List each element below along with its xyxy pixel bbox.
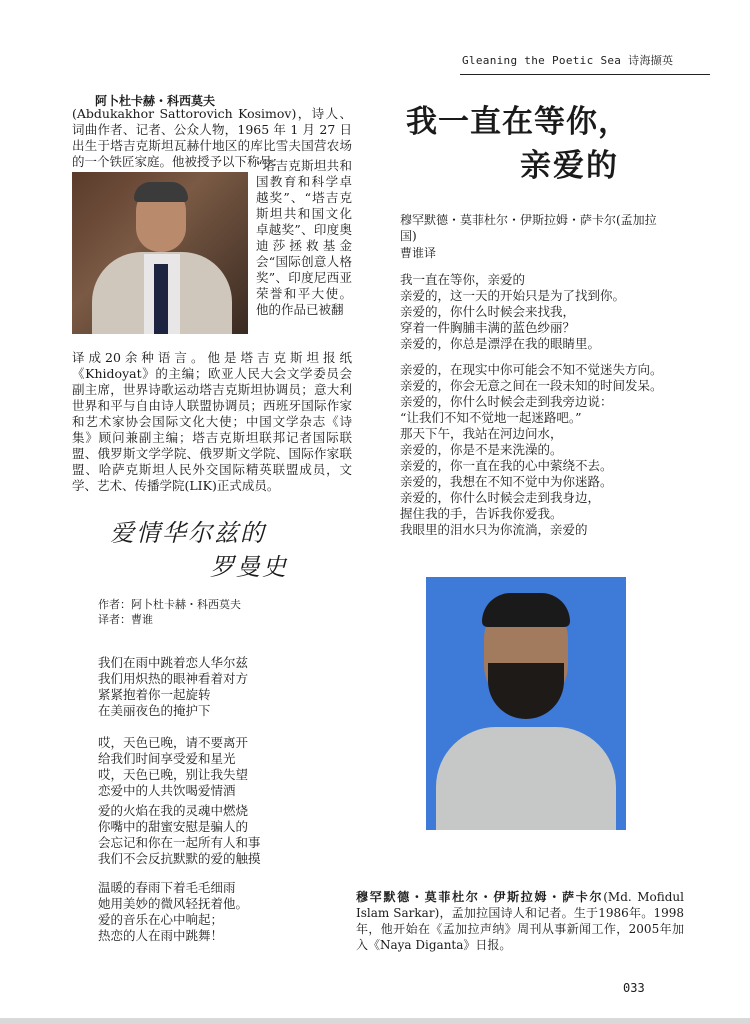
poem-line: 亲爱的，你什么时候会走到我旁边说： [400, 394, 613, 409]
poem-line: 在美丽夜色的掩护下 [98, 703, 211, 718]
poem-line: 亲爱的，我想在不知不觉中为你迷路。 [400, 474, 613, 489]
poem1-stanza [400, 458, 700, 538]
bio1-intro: (Abdukakhor Sattorovich Kosimov)，诗人、词曲作者、记者、公众人物，1965 年 1 月 27 日出生于塔吉克斯坦瓦赫什地区的库比雪夫国营农场的一个铁匠家庭。他被授予以下称号： [72, 106, 352, 169]
poem-line: 紧紧抱着你一起旋转 [98, 687, 211, 702]
poem-line: 爱的音乐在心中响起； [98, 912, 224, 927]
poem-line: 穿着一件胸脯丰满的蓝色纱丽？ [400, 320, 576, 335]
poem-line: 亲爱的，你总是漂浮在我的眼睛里。 [400, 336, 601, 351]
running-header: Gleaning the Poetic Sea 诗海撷英 [462, 54, 674, 67]
page-number: 033 [623, 981, 645, 995]
poem-line: 那天下午，我站在河边问水， [400, 426, 563, 441]
poem1-translator: 曹谁译 [400, 246, 437, 260]
poem-line: 我们在雨中跳着恋人华尔兹 [98, 655, 249, 670]
poem-line: 我一直在等你，亲爱的 [400, 272, 526, 287]
poem-line: “让我们不知不觉地一起迷路吧。” [400, 410, 582, 425]
poem2-author: 作者：阿卜杜卡赫・科西莫夫 [98, 598, 241, 611]
poem-line: 握住我的手，告诉我你爱我。 [400, 506, 563, 521]
poem2-stanza [98, 735, 338, 799]
bio1-right-column: “塔吉克斯坦共和国教育和科学卓越奖”、“塔吉克斯坦共和国文化卓越奖”、印度奥迪莎拯救基金会“国际创意人格奖”、印度尼西亚荣誉和平大使。他的作品已被翻 [256, 158, 352, 317]
poem-line: 我们不会反抗默默的爱的触摸 [98, 851, 261, 866]
poem2-stanza [98, 655, 338, 719]
poem-line: 亲爱的，在现实中你可能会不知不觉迷失方向。 [400, 362, 663, 377]
author2-photo [426, 577, 626, 830]
poem-line: 恋爱中的人共饮喝爱情酒 [98, 783, 236, 798]
bio1-name: 阿卜杜卡赫・科西莫夫 [95, 94, 216, 108]
author1-photo [72, 172, 248, 334]
poem1-title-line2: 亲爱的 [520, 148, 619, 184]
poem-line: 给我们时间享受爱和星光 [98, 751, 236, 766]
bio2 [356, 889, 684, 953]
bio2-name: 穆罕默德・莫菲杜尔・伊斯拉姆・萨卡尔 [356, 890, 604, 904]
poem2-stanza [98, 880, 338, 944]
poem1-stanza [400, 362, 700, 458]
poem-line: 温暖的春雨下着毛毛细雨 [98, 880, 236, 895]
poem-line: 会忘记和你在一起所有人和事 [98, 835, 261, 850]
bio2-text: (Md. Mofidul Islam Sarkar)，孟加拉国诗人和记者。生于1986年。1998年，他开始在《孟加拉声纳》周刊从事新闻工作，2005年加入《Naya Diganta》日报。 [356, 890, 684, 952]
poem1-stanza [400, 272, 700, 352]
header-rule [460, 74, 710, 75]
poem-line: 我眼里的泪水只为你流淌，亲爱的 [400, 522, 588, 537]
poem2-stanza [98, 803, 338, 867]
page-edge [0, 1018, 750, 1024]
poem-line: 亲爱的，你一直在我的心中萦绕不去。 [400, 458, 613, 473]
poem-line: 哎，天色已晚，请不要离开 [98, 735, 249, 750]
poem-line: 我们用炽热的眼神看着对方 [98, 671, 249, 686]
poem-line: 你嘴中的甜蜜安慰是骗人的 [98, 819, 249, 834]
poem2-title-line2: 罗曼史 [210, 553, 288, 581]
poem-line: 亲爱的，你是不是来洗澡的。 [400, 442, 563, 457]
bio1-bottom: 译成20余种语言。他是塔吉克斯坦报纸《Khidoyat》的主编；欧亚人民大会文学委员会副主席，世界诗歌运动塔吉克斯坦协调员；意大利世界和平与自由诗人联盟协调员；西班牙国际作家和艺术家协会国际文化大使；中国文学杂志《诗集》顾问兼副主编；塔吉克斯坦联邦记者国际联盟、俄罗斯文学学院、俄罗斯文学院、国际作家联盟、哈萨克斯坦人民外交国际精英联盟成员，文学、艺术、传播学院(LIK)正式成员。 [72, 350, 352, 493]
poem-line: 亲爱的，你什么时候会来找我， [400, 304, 576, 319]
poem-line: 哎，天色已晚，别让我失望 [98, 767, 249, 782]
poem2-title-line1: 爱情华尔兹的 [110, 519, 266, 547]
poem-line: 热恋的人在雨中跳舞！ [98, 928, 224, 943]
poem1-title-line1: 我一直在等你， [406, 104, 630, 140]
poem-line: 亲爱的，这一天的开始只是为了找到你。 [400, 288, 626, 303]
poem-line: 她用美妙的微风轻抚着他。 [98, 896, 249, 911]
poem1-author: 穆罕默德・莫菲杜尔・伊斯拉姆・萨卡尔(孟加拉国) [400, 213, 657, 243]
poem-line: 爱的火焰在我的灵魂中燃烧 [98, 803, 249, 818]
poem-line: 亲爱的，你会无意之间在一段未知的时间发呆。 [400, 378, 663, 393]
poem-line: 亲爱的，你什么时候会走到我身边， [400, 490, 601, 505]
poem2-translator: 译者：曹谁 [98, 613, 153, 626]
